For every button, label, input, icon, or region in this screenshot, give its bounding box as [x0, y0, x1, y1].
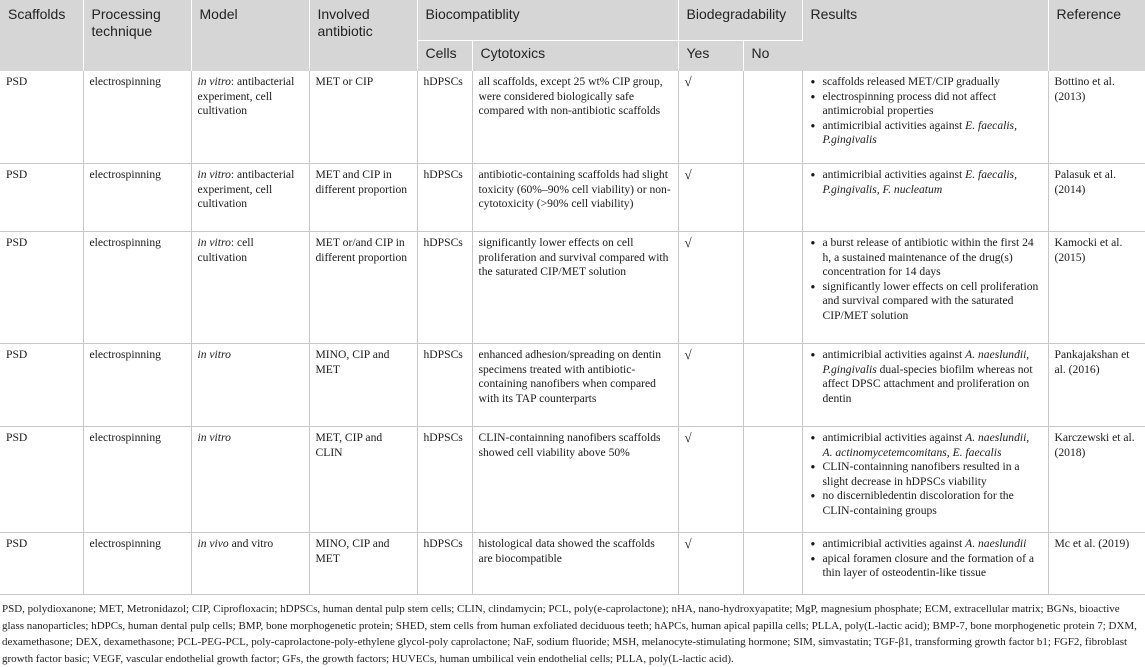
header-cytotoxics: Cytotoxics — [472, 41, 678, 72]
result-item: ● no discernibledentin discoloration for the CLIN-containing groups — [823, 489, 1042, 518]
cell-results — [802, 344, 1048, 427]
cell-cytotoxics: CLIN-containning nanofibers scaffolds showed cell viability above 50% — [472, 427, 678, 533]
result-item: ● apical foramen closure and the formation of a thin layer of osteodentin-like tissue — [823, 552, 1042, 581]
header-cells: Cells — [417, 41, 472, 72]
model-rest: and vitro — [228, 537, 274, 550]
model-rest: : antibacterial experiment, cell cultivation — [197, 168, 295, 210]
header-reference: Reference — [1048, 0, 1145, 71]
cell-yes: √ — [678, 344, 743, 427]
cell-cytotoxics: enhanced adhesion/spreading on dentin specimens treated with antibiotic-containing nanofibers when compared with its TAP counterparts — [472, 344, 678, 427]
cell-reference: Mc et al. (2019) — [1048, 533, 1145, 595]
cell-model — [191, 164, 309, 232]
header-no: No — [743, 41, 802, 72]
table-row — [0, 71, 1145, 164]
header-biocompatibility: Biocompatiblity — [417, 0, 678, 41]
header-scaffolds: Scaffolds — [0, 0, 83, 71]
cell-results — [802, 533, 1048, 595]
header-involved-antibiotic: Involved antibiotic — [309, 0, 417, 71]
cell-no — [743, 232, 802, 344]
table-row — [0, 427, 1145, 533]
table-footnote: PSD, polydioxanone; MET, Metronidazol; CIP, Ciprofloxacin; hDPSCs, human dental pulp stem cells; CLIN, clindamycin; PCL, poly(e-caprolactone); nHA, nano-hydroxyapatite; MgP, magnesium phosphate; ECM, extracellular matrix; BGNs, bioactive glass nanoparticles; hDPCs, human dental pulp cells; BMP, bone morphogenetic protein; SHED, stem cells from human exfoliated deciduous teeth; hAPCs, human apical papilla cells; PLLA, poly(L-lactic acid); BMP-7, bone morphogenetic protein 7; DXM, dexamethasone; DEX, dexamethasone; PCL-PEG-PCL, poly-caprolactone-poly-ethylene glycol-poly caprolactone; NaF, sodium fluoride; MSH, melanocyte-stimulating hormone; SIM, simvastatin; TGF-β1, transforming growth factor b1; FGF2, fibroblast growth factor basic; VEGF, vascular endothelial growth factor; GFs, the growth factors; HUVECs, human umbilical vein endothelial cells; PLLA, poly(L-lactic acid). — [2, 603, 1137, 665]
cell-no — [743, 344, 802, 427]
model-em: in vitro — [197, 236, 231, 249]
cell-yes: √ — [678, 164, 743, 232]
cell-reference: Palasuk et al. (2014) — [1048, 164, 1145, 232]
cell-reference: Bottino et al. (2013) — [1048, 71, 1145, 164]
model-em: in vivo — [197, 537, 229, 550]
cell-yes: √ — [678, 533, 743, 595]
cell-cells: hDPSCs — [417, 232, 472, 344]
cell-technique: electrospinning — [83, 71, 191, 164]
cell-model — [191, 533, 309, 595]
cell-model — [191, 71, 309, 164]
header-processing-technique: Processing technique — [83, 0, 191, 71]
result-item: ● significantly lower effects on cell proliferation and survival compared with the saturated CIP/MET solution — [823, 280, 1042, 324]
header-model: Model — [191, 0, 309, 71]
cell-antibiotic: MET, CIP and CLIN — [309, 427, 417, 533]
cell-no — [743, 533, 802, 595]
cell-scaffold: PSD — [0, 427, 83, 533]
cell-antibiotic: MINO, CIP and MET — [309, 344, 417, 427]
cell-antibiotic: MET or CIP — [309, 71, 417, 164]
model-rest: : antibacterial experiment, cell cultivation — [197, 75, 295, 117]
result-item: ● antimicribial activities against A. naeslundii — [823, 537, 1042, 552]
cell-reference: Karczewski et al. (2018) — [1048, 427, 1145, 533]
cell-model — [191, 232, 309, 344]
model-em: in vitro — [197, 168, 231, 181]
cell-scaffold: PSD — [0, 232, 83, 344]
header-yes: Yes — [678, 41, 743, 72]
cell-cells: hDPSCs — [417, 164, 472, 232]
table-row — [0, 164, 1145, 232]
model-rest: : cell cultivation — [197, 236, 254, 264]
cell-scaffold: PSD — [0, 164, 83, 232]
cell-no — [743, 164, 802, 232]
result-item: ● a burst release of antibiotic within the first 24 h, a sustained maintenance of the drug(s) concentration for 14 days — [823, 236, 1042, 280]
cell-cells: hDPSCs — [417, 533, 472, 595]
cell-no — [743, 71, 802, 164]
cell-model — [191, 427, 309, 533]
cell-yes: √ — [678, 427, 743, 533]
cell-scaffold: PSD — [0, 344, 83, 427]
cell-technique: electrospinning — [83, 427, 191, 533]
cell-cells: hDPSCs — [417, 344, 472, 427]
cell-results — [802, 427, 1048, 533]
cell-cytotoxics: significantly lower effects on cell proliferation and survival compared with the saturated CIP/MET solution — [472, 232, 678, 344]
cell-antibiotic: MET or/and CIP in different proportion — [309, 232, 417, 344]
cell-antibiotic: MET and CIP in different proportion — [309, 164, 417, 232]
cell-technique: electrospinning — [83, 232, 191, 344]
result-item: ● antimicribial activities against E. faecalis, P.gingivalis — [823, 119, 1042, 148]
cell-yes: √ — [678, 71, 743, 164]
cell-model — [191, 344, 309, 427]
cell-cytotoxics: histological data showed the scaffolds are biocompatible — [472, 533, 678, 595]
cell-cytotoxics: antibiotic-containing scaffolds had slight toxicity (60%–90% cell viability) or non-cytotoxicity (>90% cell viability) — [472, 164, 678, 232]
cell-cells: hDPSCs — [417, 71, 472, 164]
cell-no — [743, 427, 802, 533]
table-row — [0, 533, 1145, 595]
header-results: Results — [802, 0, 1048, 71]
cell-cells: hDPSCs — [417, 427, 472, 533]
cell-results — [802, 71, 1048, 164]
table-row — [0, 232, 1145, 344]
result-item: ● antimicribial activities against A. naeslundii, P.gingivalis dual-species biofilm whereas not affect DPSC attachment and proliferation on dentin — [823, 348, 1042, 406]
cell-cytotoxics: all scaffolds, except 25 wt% CIP group, were considered biologically safe compared with non-antibiotic scaffolds — [472, 71, 678, 164]
cell-technique: electrospinning — [83, 533, 191, 595]
model-em: in vitro — [197, 348, 231, 361]
model-em: in vitro — [197, 431, 231, 444]
cell-scaffold: PSD — [0, 533, 83, 595]
cell-scaffold: PSD — [0, 71, 83, 164]
result-item: ● antimicribial activities against E. faecalis, P.gingivalis, F. nucleatum — [823, 168, 1042, 197]
header-biodegradability: Biodegradability — [678, 0, 802, 41]
result-item: ● scaffolds released MET/CIP gradually — [823, 75, 1042, 90]
cell-results — [802, 164, 1048, 232]
cell-technique: electrospinning — [83, 344, 191, 427]
cell-technique: electrospinning — [83, 164, 191, 232]
result-item: ● antimicribial activities against A. naeslundii, A. actinomycetemcomitans, E. faecalis — [823, 431, 1042, 460]
table-row — [0, 344, 1145, 427]
cell-reference: Kamocki et al. (2015) — [1048, 232, 1145, 344]
cell-results — [802, 232, 1048, 344]
cell-yes: √ — [678, 232, 743, 344]
result-item: ● CLIN-containning nanofibers resulted in a slight decrease in hDPSCs viability — [823, 460, 1042, 489]
cell-reference: Pankajakshan et al. (2016) — [1048, 344, 1145, 427]
result-item: ● electrospinning process did not affect antimicrobial properties — [823, 90, 1042, 119]
cell-antibiotic: MINO, CIP and MET — [309, 533, 417, 595]
model-em: in vitro — [197, 75, 231, 88]
